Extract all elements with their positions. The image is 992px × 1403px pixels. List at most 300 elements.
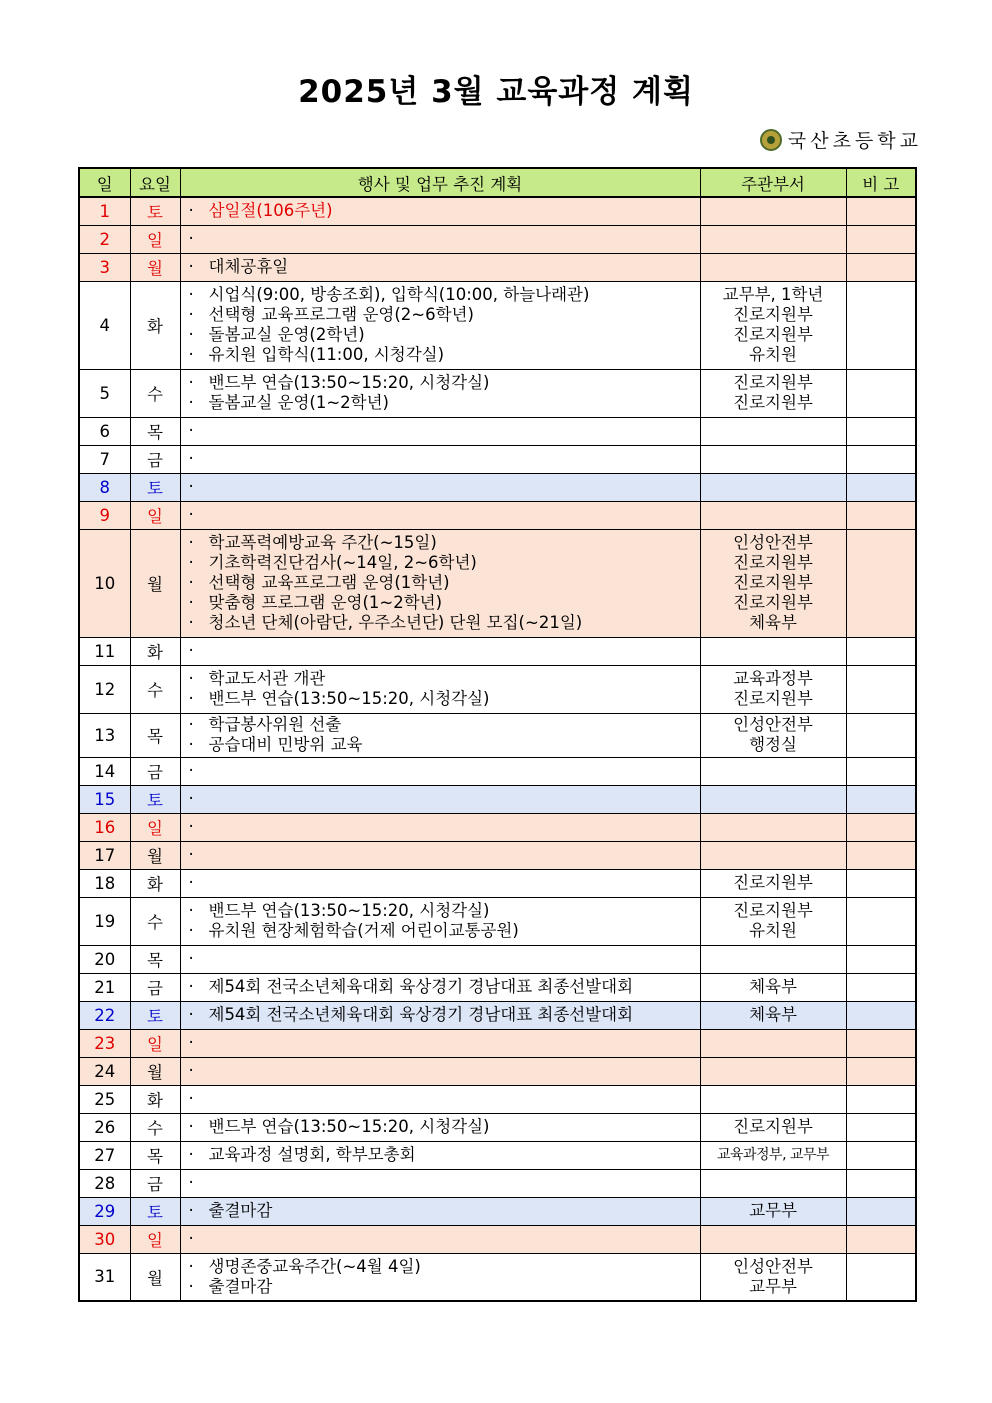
- cell-dow: 월: [130, 529, 180, 637]
- cell-events: [180, 841, 700, 869]
- bullet: ·: [188, 1117, 194, 1136]
- cell-dept: [700, 785, 846, 813]
- cell-events: [180, 1001, 700, 1029]
- cell-day: 1: [79, 197, 130, 225]
- event-line: [189, 789, 700, 809]
- cell-events: [180, 1253, 700, 1301]
- event-line: [189, 845, 700, 865]
- dept-line: 진로지원부: [733, 393, 813, 412]
- bullet: ·: [188, 845, 194, 864]
- cell-dow: 금: [130, 1169, 180, 1197]
- bullet: ·: [188, 573, 194, 592]
- cell-events: [180, 1141, 700, 1169]
- bullet: ·: [188, 229, 194, 248]
- cell-day: 25: [79, 1085, 130, 1113]
- cell-note: [846, 1169, 916, 1197]
- cell-day: 28: [79, 1169, 130, 1197]
- event-line: [189, 1277, 700, 1297]
- cell-events: [180, 665, 700, 713]
- dept-line: 체육부: [749, 613, 797, 632]
- dept-line: 진로지원부: [733, 689, 813, 708]
- table-row: [79, 973, 916, 1001]
- cell-note: [846, 1253, 916, 1301]
- bullet: ·: [188, 817, 194, 836]
- cell-events: [180, 1169, 700, 1197]
- event-line: [189, 689, 700, 709]
- cell-dow: 월: [130, 1057, 180, 1085]
- cell-dow: 월: [130, 1253, 180, 1301]
- bullet: ·: [188, 553, 194, 572]
- cell-dept: [700, 1113, 846, 1141]
- bullet: ·: [188, 1229, 194, 1248]
- cell-note: [846, 1141, 916, 1169]
- cell-events: [180, 225, 700, 253]
- bullet: ·: [188, 325, 194, 344]
- cell-dow: 목: [130, 417, 180, 445]
- cell-dept: [700, 1197, 846, 1225]
- cell-dow: 일: [130, 1029, 180, 1057]
- bullet: ·: [188, 477, 194, 496]
- cell-dept: [700, 1085, 846, 1113]
- event-text: 선택형 교육프로그램 운영(2~6학년): [208, 305, 474, 324]
- cell-note: [846, 945, 916, 973]
- cell-events: [180, 637, 700, 665]
- cell-dept: [700, 1001, 846, 1029]
- event-text: 학급봉사위원 선출: [208, 715, 342, 734]
- table-row: [79, 757, 916, 785]
- bullet: ·: [188, 285, 194, 304]
- table-row: [79, 637, 916, 665]
- dept-line: 교무부: [749, 1201, 797, 1220]
- cell-events: [180, 501, 700, 529]
- bullet: ·: [188, 873, 194, 892]
- table-row: [79, 281, 916, 369]
- cell-day: 3: [79, 253, 130, 281]
- cell-day: 6: [79, 417, 130, 445]
- event-text: 제54회 전국소년체육대회 육상경기 경남대표 최종선발대회: [208, 1005, 634, 1024]
- header-event: 행사 및 업무 추진 계획: [180, 168, 700, 197]
- cell-dept: [700, 1253, 846, 1301]
- cell-dow: 일: [130, 501, 180, 529]
- dept-line: 진로지원부: [733, 305, 813, 324]
- cell-dept: [700, 369, 846, 417]
- cell-dept: [700, 945, 846, 973]
- event-line: [189, 393, 700, 413]
- bullet: ·: [188, 789, 194, 808]
- cell-dept: [700, 757, 846, 785]
- cell-events: [180, 945, 700, 973]
- event-line: [189, 533, 700, 553]
- bullet: ·: [188, 715, 194, 734]
- table-row: [79, 1085, 916, 1113]
- event-line: [189, 477, 700, 497]
- table-row: [79, 1253, 916, 1301]
- cell-note: [846, 253, 916, 281]
- event-line: [189, 373, 700, 393]
- dept-line: 진로지원부: [733, 1117, 813, 1136]
- cell-day: 24: [79, 1057, 130, 1085]
- cell-day: 17: [79, 841, 130, 869]
- bullet: ·: [188, 1173, 194, 1192]
- bullet: ·: [188, 1145, 194, 1164]
- event-text: 시업식(9:00, 방송조회), 입학식(10:00, 하늘나래관): [208, 285, 590, 304]
- cell-dept: [700, 713, 846, 757]
- event-line: [189, 1173, 700, 1193]
- event-text: 출결마감: [208, 1276, 273, 1296]
- bullet: ·: [188, 949, 194, 968]
- table-row: [79, 945, 916, 973]
- cell-dow: 목: [130, 713, 180, 757]
- cell-dept: [700, 281, 846, 369]
- event-text: 공습대비 민방위 교육: [208, 735, 363, 754]
- school-emblem-icon: [760, 129, 782, 151]
- cell-note: [846, 1225, 916, 1253]
- event-text: 밴드부 연습(13:50~15:20, 시청각실): [208, 689, 490, 708]
- event-line: [189, 977, 700, 997]
- cell-day: 2: [79, 225, 130, 253]
- cell-events: [180, 197, 700, 225]
- cell-dept: [700, 1029, 846, 1057]
- cell-day: 30: [79, 1225, 130, 1253]
- event-text: 맞춤형 프로그램 운영(1~2학년): [208, 593, 443, 612]
- cell-events: [180, 713, 700, 757]
- bullet: ·: [188, 1033, 194, 1052]
- event-text: 유치원 현장체험학습(거제 어린이교통공원): [208, 921, 519, 940]
- bullet: ·: [188, 505, 194, 524]
- dept-line: 진로지원부: [733, 873, 813, 892]
- dept-line: 유치원: [749, 921, 797, 940]
- cell-day: 18: [79, 869, 130, 897]
- event-line: [189, 641, 700, 661]
- dept-line: 교무부, 1학년: [722, 285, 824, 304]
- bullet: ·: [188, 761, 194, 780]
- table-row: [79, 445, 916, 473]
- cell-day: 14: [79, 757, 130, 785]
- event-line: [189, 949, 700, 969]
- cell-dow: 화: [130, 1085, 180, 1113]
- dept-line: 체육부: [749, 977, 797, 996]
- page-title: 2025년 3월 교육과정 계획: [298, 74, 694, 110]
- cell-dow: 토: [130, 197, 180, 225]
- cell-events: [180, 1085, 700, 1113]
- event-text: 교육과정 설명회, 학부모총회: [208, 1145, 416, 1164]
- bullet: ·: [188, 977, 194, 996]
- event-line: [189, 421, 700, 441]
- cell-events: [180, 369, 700, 417]
- cell-events: [180, 813, 700, 841]
- cell-dow: 토: [130, 1197, 180, 1225]
- event-line: [189, 817, 700, 837]
- cell-note: [846, 897, 916, 945]
- table-row: [79, 501, 916, 529]
- event-text: 선택형 교육프로그램 운영(1학년): [208, 573, 450, 592]
- cell-note: [846, 225, 916, 253]
- event-line: [189, 1201, 700, 1221]
- cell-events: [180, 1029, 700, 1057]
- event-text: 밴드부 연습(13:50~15:20, 시청각실): [208, 1117, 490, 1136]
- school-name: [760, 126, 922, 153]
- cell-dept: [700, 197, 846, 225]
- table-row: [79, 1113, 916, 1141]
- cell-dow: 토: [130, 1001, 180, 1029]
- dept-line: 진로지원부: [733, 373, 813, 392]
- table-row: [79, 1197, 916, 1225]
- cell-events: [180, 757, 700, 785]
- event-line: [189, 735, 700, 755]
- cell-events: [180, 253, 700, 281]
- dept-line: 진로지원부: [733, 573, 813, 592]
- event-text: 출결마감: [208, 1201, 273, 1220]
- cell-day: 4: [79, 281, 130, 369]
- event-line: [189, 285, 700, 305]
- event-line: [189, 593, 700, 613]
- cell-note: [846, 1085, 916, 1113]
- cell-dow: 수: [130, 897, 180, 945]
- cell-day: 21: [79, 973, 130, 1001]
- table-row: [79, 869, 916, 897]
- cell-events: [180, 973, 700, 1001]
- cell-note: [846, 841, 916, 869]
- cell-dept: [700, 529, 846, 637]
- cell-day: 10: [79, 529, 130, 637]
- dept-line: 행정실: [749, 735, 797, 754]
- event-line: [189, 1229, 700, 1249]
- event-text: 삼일절(106주년): [208, 201, 333, 221]
- bullet: ·: [188, 421, 194, 440]
- cell-dept: [700, 1141, 846, 1169]
- event-line: [189, 573, 700, 593]
- cell-day: 23: [79, 1029, 130, 1057]
- cell-dow: 금: [130, 757, 180, 785]
- table-row: [79, 1057, 916, 1085]
- cell-day: 7: [79, 445, 130, 473]
- cell-day: 27: [79, 1141, 130, 1169]
- event-line: [189, 201, 700, 221]
- event-line: [189, 1117, 700, 1137]
- table-row: [79, 665, 916, 713]
- cell-events: [180, 869, 700, 897]
- dept-line: 인성안전부: [733, 715, 813, 734]
- event-text: 학교폭력예방교육 주간(~15일): [208, 533, 437, 552]
- school-name-text: 국산초등학교: [787, 130, 922, 152]
- dept-line: 진로지원부: [733, 901, 813, 920]
- cell-dow: 월: [130, 841, 180, 869]
- cell-day: 9: [79, 501, 130, 529]
- event-line: [189, 613, 700, 633]
- cell-events: [180, 1225, 700, 1253]
- table-row: [79, 1029, 916, 1057]
- cell-events: [180, 1197, 700, 1225]
- table-row: [79, 529, 916, 637]
- cell-dow: 금: [130, 445, 180, 473]
- cell-dow: 수: [130, 665, 180, 713]
- bullet: ·: [188, 921, 194, 940]
- bullet: ·: [188, 593, 194, 612]
- dept-line: 인성안전부: [733, 533, 813, 552]
- bullet: ·: [188, 305, 194, 324]
- cell-dept: [700, 501, 846, 529]
- event-text: 청소년 단체(아람단, 우주소년단) 단원 모집(~21일): [208, 613, 583, 632]
- cell-events: [180, 529, 700, 637]
- cell-dept: [700, 637, 846, 665]
- cell-dow: 일: [130, 1225, 180, 1253]
- event-line: [189, 1061, 700, 1081]
- cell-events: [180, 1057, 700, 1085]
- cell-dow: 토: [130, 785, 180, 813]
- cell-dept: [700, 869, 846, 897]
- cell-dept: [700, 445, 846, 473]
- table-row: [79, 1225, 916, 1253]
- cell-note: [846, 1001, 916, 1029]
- table-row: [79, 417, 916, 445]
- event-text: 대체공휴일: [208, 257, 289, 276]
- event-text: 학교도서관 개관: [208, 669, 326, 688]
- dept-line: 진로지원부: [733, 325, 813, 344]
- event-line: [189, 505, 700, 525]
- cell-dept: [700, 253, 846, 281]
- cell-note: [846, 713, 916, 757]
- cell-dow: 월: [130, 253, 180, 281]
- table-row: [79, 253, 916, 281]
- cell-day: 15: [79, 785, 130, 813]
- cell-events: [180, 417, 700, 445]
- cell-note: [846, 785, 916, 813]
- table-row: [79, 369, 916, 417]
- cell-day: 13: [79, 713, 130, 757]
- dept-line: 인성안전부: [733, 1256, 813, 1276]
- table-row: [79, 897, 916, 945]
- cell-dept: [700, 1057, 846, 1085]
- event-text: 밴드부 연습(13:50~15:20, 시청각실): [208, 373, 490, 392]
- cell-day: 31: [79, 1253, 130, 1301]
- cell-dow: 토: [130, 473, 180, 501]
- cell-events: [180, 473, 700, 501]
- cell-dow: 일: [130, 813, 180, 841]
- table-row: [79, 1169, 916, 1197]
- cell-note: [846, 369, 916, 417]
- table-row: [79, 841, 916, 869]
- bullet: ·: [188, 257, 194, 276]
- cell-dow: 금: [130, 973, 180, 1001]
- cell-dept: [700, 897, 846, 945]
- event-text: 기초학력진단검사(~14일, 2~6학년): [208, 553, 477, 572]
- cell-note: [846, 1057, 916, 1085]
- bullet: ·: [188, 1276, 194, 1296]
- bullet: ·: [188, 533, 194, 552]
- cell-note: [846, 1029, 916, 1057]
- cell-dow: 수: [130, 1113, 180, 1141]
- cell-dept: [700, 665, 846, 713]
- cell-dept: [700, 1225, 846, 1253]
- bullet: ·: [188, 669, 194, 688]
- cell-note: [846, 757, 916, 785]
- dept-line: 진로지원부: [733, 593, 813, 612]
- event-line: [189, 715, 700, 735]
- event-line: [189, 1005, 700, 1025]
- event-line: [189, 1145, 700, 1165]
- cell-note: [846, 473, 916, 501]
- schedule-table: [78, 167, 917, 1302]
- event-text: 생명존중교육주간(~4월 4일): [208, 1256, 421, 1276]
- bullet: ·: [188, 373, 194, 392]
- cell-dow: 목: [130, 945, 180, 973]
- event-line: [189, 325, 700, 345]
- cell-events: [180, 445, 700, 473]
- table-row: [79, 813, 916, 841]
- cell-note: [846, 529, 916, 637]
- cell-note: [846, 417, 916, 445]
- event-line: [189, 1257, 700, 1277]
- bullet: ·: [188, 613, 194, 632]
- cell-note: [846, 1197, 916, 1225]
- event-text: 돌봄교실 운영(1~2학년): [208, 393, 389, 412]
- dept-line: 교육과정부: [733, 669, 813, 688]
- cell-dept: [700, 473, 846, 501]
- cell-dept: [700, 841, 846, 869]
- cell-day: 5: [79, 369, 130, 417]
- cell-note: [846, 197, 916, 225]
- event-line: [189, 669, 700, 689]
- cell-dow: 목: [130, 1141, 180, 1169]
- bullet: ·: [188, 345, 194, 364]
- cell-dow: 수: [130, 369, 180, 417]
- event-text: 제54회 전국소년체육대회 육상경기 경남대표 최종선발대회: [208, 977, 634, 996]
- cell-day: 16: [79, 813, 130, 841]
- table-row: [79, 197, 916, 225]
- cell-events: [180, 1113, 700, 1141]
- event-text: 유치원 입학식(11:00, 시청각실): [208, 345, 445, 364]
- cell-events: [180, 785, 700, 813]
- table-row: [79, 785, 916, 813]
- bullet: ·: [188, 1005, 194, 1024]
- event-line: [189, 901, 700, 921]
- cell-dow: 화: [130, 637, 180, 665]
- bullet: ·: [188, 901, 194, 920]
- cell-note: [846, 637, 916, 665]
- header-dow: 요일: [130, 168, 180, 197]
- event-line: [189, 873, 700, 893]
- cell-note: [846, 973, 916, 1001]
- bullet: ·: [188, 393, 194, 412]
- bullet: ·: [188, 1089, 194, 1108]
- event-line: [189, 921, 700, 941]
- bullet: ·: [188, 201, 194, 221]
- cell-dept: [700, 973, 846, 1001]
- event-line: [189, 761, 700, 781]
- dept-line: 교무부: [749, 1276, 797, 1296]
- cell-note: [846, 869, 916, 897]
- event-text: 돌봄교실 운영(2학년): [208, 325, 365, 344]
- cell-dept: [700, 417, 846, 445]
- cell-day: 8: [79, 473, 130, 501]
- cell-events: [180, 281, 700, 369]
- bullet: ·: [188, 689, 194, 708]
- cell-dept: [700, 813, 846, 841]
- table-row: [79, 1001, 916, 1029]
- cell-events: [180, 897, 700, 945]
- dept-line: 체육부: [749, 1005, 797, 1024]
- bullet: ·: [188, 1201, 194, 1220]
- cell-day: 29: [79, 1197, 130, 1225]
- cell-dow: 화: [130, 281, 180, 369]
- header-note: 비 고: [846, 168, 916, 197]
- header-day: 일: [79, 168, 130, 197]
- event-text: 밴드부 연습(13:50~15:20, 시청각실): [208, 901, 490, 920]
- cell-day: 26: [79, 1113, 130, 1141]
- cell-note: [846, 1113, 916, 1141]
- table-row: [79, 225, 916, 253]
- event-line: [189, 257, 700, 277]
